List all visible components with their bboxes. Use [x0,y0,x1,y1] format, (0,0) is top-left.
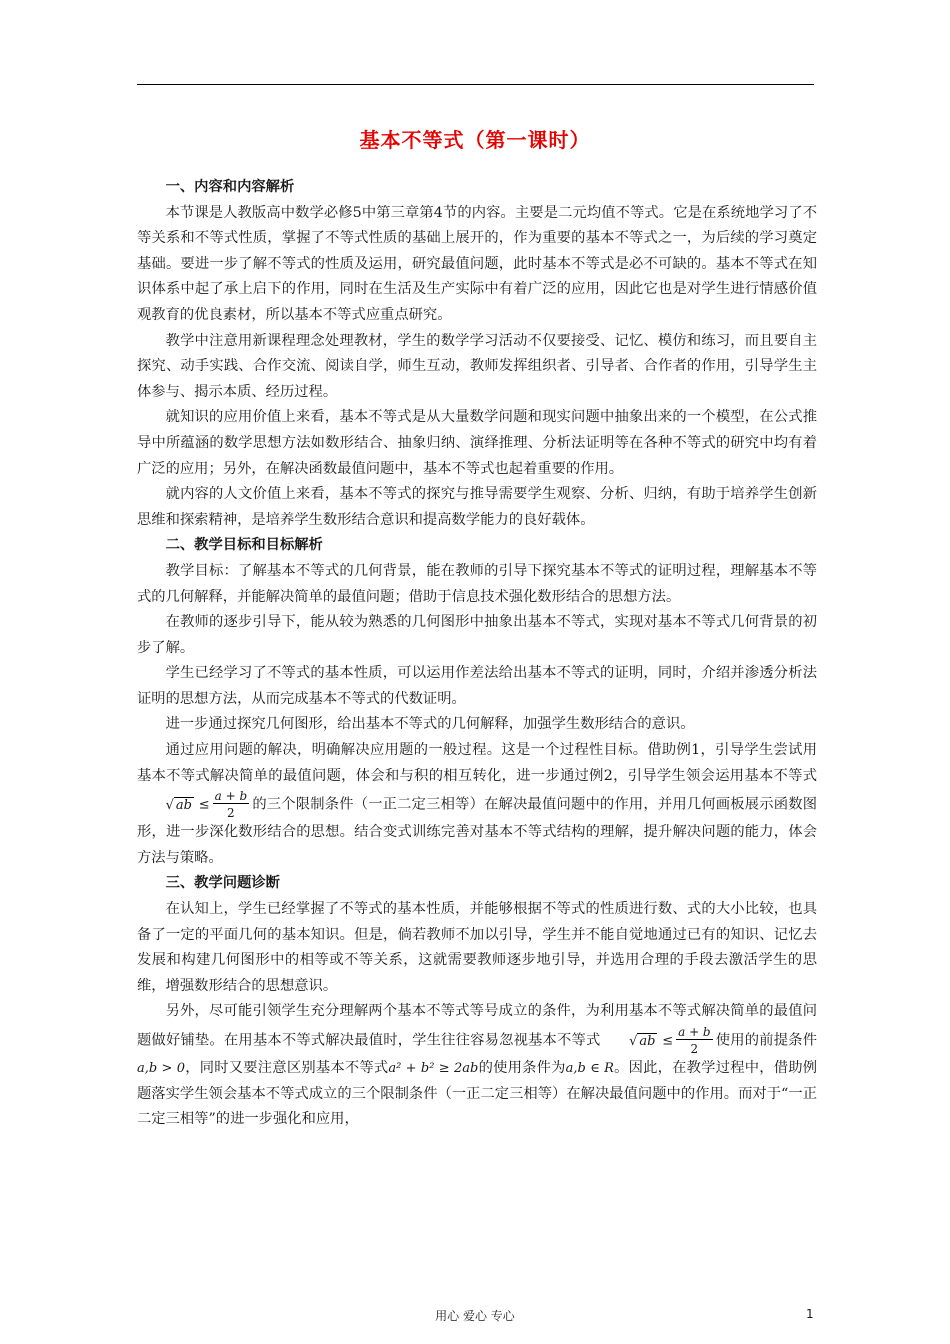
paragraph: 就知识的应用价值上来看，基本不等式是从大量数学问题和现实问题中抽象出来的一个模型，在公式推导中所蕴涵的数学思想方法如数形结合、抽象归纳、演绎推理、分析法证明等在各种不等式的研究中均有着广泛的应用；另外，在解决函数最值问题中，基本不等式也起着重要的作用。 [137,409,817,477]
formula-fraction: $\frac{a + b}{2}$ [678,1025,711,1056]
paragraph: 在认知上，学生已经掌握了不等式的基本性质，并能够根据不等式的性质进行数、式的大小比较，也具备了一定的平面几何的基本知识。但是，倘若教师不加以引导，学生并不能自觉地通过已有的知识、记忆去发展和构建几何图形中的相等或不等关系，这就需要教师逐步地引导，并选用合理的手段去激活学生的思维，增强数形结合的思想意识。 [137,901,817,994]
section-heading-1: 一、内容和内容解析 [165,179,295,195]
page-number: 1 [806,1307,814,1321]
paragraph: 在教师的逐步引导下，能从较为熟悉的几何图形中抽象出基本不等式，实现对基本不等式几何背景的初步了解。 [137,614,817,656]
formula-leq: ≤ [662,1033,674,1049]
section-heading-3: 三、教学问题诊断 [165,875,280,892]
paragraph-with-formula: 通过应用问题的解决，明确解决应用题的一般过程。这是一个过程性目标。借助例1，引导学生尝试用基本不等式解决简单的最值问题，体会和与积的相互转化，进一步通过例2，引导学生领会运用基本不等式√ ab ≤ $\frac{a + b}{2}$ 的三个限制条件（一正二定三相等）在解决最值问题中的作用，并用几何画板展示函数图形，进一步深化数形结合的思想。结合变式训练完善对基本不等式结构的理解，提升解决问题的能力，体会方法与策略。 [137,742,817,866]
formula-cond-positive: a,b > 0 [137,1061,186,1076]
formula-leq: ≤ [198,797,210,813]
paragraph: 就内容的人文价值上来看，基本不等式的探究与推导需要学生观察、分析、归纳，有助于培养学生创新思维和探索精神，是培养学生数形结合意识和提高数学能力的良好载体。 [137,486,817,528]
page-title: 基本不等式（第一课时） [359,128,591,152]
paragraph: 教学目标：了解基本不等式的几何背景，能在教师的引导下探究基本不等式的证明过程，理解基本不等式的几何解释，并能解决简单的最值问题；借助于信息技术强化数形结合的思想方法。 [137,562,817,605]
formula-sqrt-ab: √ ab [165,797,192,813]
section-heading-2: 二、教学目标和目标解析 [165,537,323,554]
formula-ineq2: a² + b² ≥ 2ab [388,1061,479,1076]
formula-cond-real: a,b ∈ R [565,1061,614,1076]
paragraph: 学生已经学习了不等式的基本性质，可以运用作差法给出基本不等式的证明，同时，介绍并渗透分析法证明的思想方法，从而完成基本不等式的代数证明。 [137,665,817,707]
paragraph: 本节课是人教版高中数学必修5中第三章第4节的内容。主要是二元均值不等式。它是在系统地学习了不等关系和不等式性质，掌握了不等式性质的基础上展开的，作为重要的基本不等式之一，为后续的学习奠定基础。要进一步了解不等式的性质及运用，研究最值问题，此时基本不等式是必不可缺的。基本不等式在知识体系中起了承上启下的作用，同时在生活及生产实际中有着广泛的应用，因此它也是对学生进行情感价值观教育的优良素材，所以基本不等式应重点研究。 [137,204,817,323]
paragraph: 教学中注意用新课程理念处理教材，学生的数学学习活动不仅要接受、记忆、模仿和练习，而且要自主探究、动手实践、合作交流、阅读自学，师生互动，教师发挥组织者、引导者、合作者的作用，引导学生主体参与、揭示本质、经历过程。 [137,332,817,400]
header-rule [137,84,814,85]
page-footer: 用心 爱心 专心 [435,1309,515,1323]
paragraph-with-formula: 另外，尽可能引领学生充分理解两个基本不等式等号成立的条件，为利用基本不等式解决简单的最值问题做好铺垫。在用基本不等式解决最值时，学生往往容易忽视基本不等式 √ ab ≤ $\frac{a + b}{2}$ 使用的前提条件a,b > 0，同时又要注意区别基本不等式a² + b² ≥ 2ab的使用条件为a,b ∈ R。因此，在教学过程中，借助例题落实学生领会基本不等式成立的三个限制条件（一正二定三相等）在解决最值问题中的作用。而对于“一正二定三相等”的进一步强化和应用， [137,1003,818,1128]
paragraph: 进一步通过探究几何图形，给出基本不等式的几何解释，加强学生数形结合的意识。 [165,716,695,733]
formula-fraction: $\frac{a + b}{2}$ [214,789,248,821]
formula-sqrt-ab: √ ab [629,1033,656,1049]
document-body [137,175,817,1133]
